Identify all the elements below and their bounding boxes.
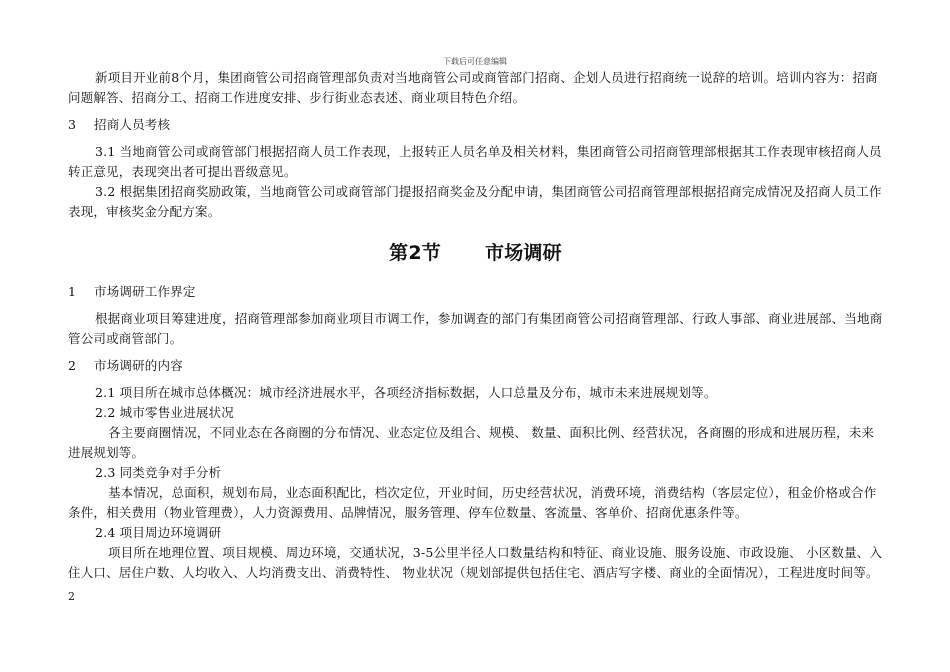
heading-number: 2 <box>68 358 77 373</box>
page-number: 2 <box>68 590 75 603</box>
section-name: 市场调研 <box>485 242 562 264</box>
heading-number: 3 <box>68 117 77 132</box>
heading-text: 市场调研的内容 <box>94 358 183 373</box>
heading-number: 1 <box>68 284 77 299</box>
subheading-2-4: 2.4 项目周边环境调研 <box>95 525 222 540</box>
paragraph-3-1: 3.1 当地商管公司或商管部门根据招商人员工作表现，上报转正人员名单及相关材料，集团商管公司招商管理部根据其工作表现审核招商人员转正意见，表现突出者可提出晋级意见。 <box>68 144 882 179</box>
paragraph-3-2: 3.2 根据集团招商奖励政策，当地商管公司或商管部门提报招商奖金及分配申请，集团商管公司招商管理部根据招商完成情况及招商人员工作表现，审核奖金分配方案。 <box>68 184 882 219</box>
document-body <box>68 68 883 583</box>
paragraph-2-3: 基本情况，总面积，规划布局，业态面积配比，档次定位，开业时间，历史经营状况，消费环境，消费结构（客层定位），租金价格或合作条件，相关费用（物业管理费），人力资源费用、品牌情况，服务管理、停车位数量、客流量、客单价、招商优惠条件等。 <box>68 485 877 520</box>
heading-text: 市场调研工作界定 <box>94 284 196 299</box>
subheading-2-2: 2.2 城市零售业进展状况 <box>95 405 234 420</box>
paragraph-1: 根据商业项目筹建进度，招商管理部参加商业项目市调工作，参加调查的部门有集团商管公司招商管理部、行政人事部、商业进展部、当地商管公司或商管部门。 <box>68 311 883 346</box>
subheading-2-1: 2.1 项目所在城市总体概况：城市经济进展水平，各项经济指标数据，人口总量及分布，城市未来进展规划等。 <box>95 385 717 400</box>
paragraph-training: 新项目开业前8个月，集团商管公司招商管理部负责对当地商管公司或商管部门招商、企划人员进行招商统一说辞的培训。培训内容为：招商问题解答、招商分工、招商工作进度安排、步行街业态表述、商业项目特色介绍。 <box>68 70 878 105</box>
section-title <box>68 240 883 266</box>
heading-1 <box>68 282 883 302</box>
subheading-2-3: 2.3 同类竞争对手分析 <box>95 465 222 480</box>
section-number: 第2节 <box>389 242 441 264</box>
paragraph-2-4: 项目所在地理位置、项目规模、周边环境，交通状况，3-5公里半径人口数量结构和特征、商业设施、服务设施、市政设施、 小区数量、入住人口、居住户数、人均收入、人均消费支出、消费特性、 物业状况（规划部提供包括住宅、酒店写字楼、商业的全面情况），工程进度时间等。 <box>68 545 883 580</box>
page-header: 下载后可任意编辑 <box>443 57 507 66</box>
heading-text: 招商人员考核 <box>94 117 171 132</box>
heading-3 <box>68 115 883 135</box>
paragraph-2-2: 各主要商圈情况，不同业态在各商圈的分布情况、业态定位及组合、规模、 数量、面积比例、经营状况，各商圈的形成和进展历程，未来进展规划等。 <box>68 425 875 460</box>
heading-2 <box>68 356 883 376</box>
